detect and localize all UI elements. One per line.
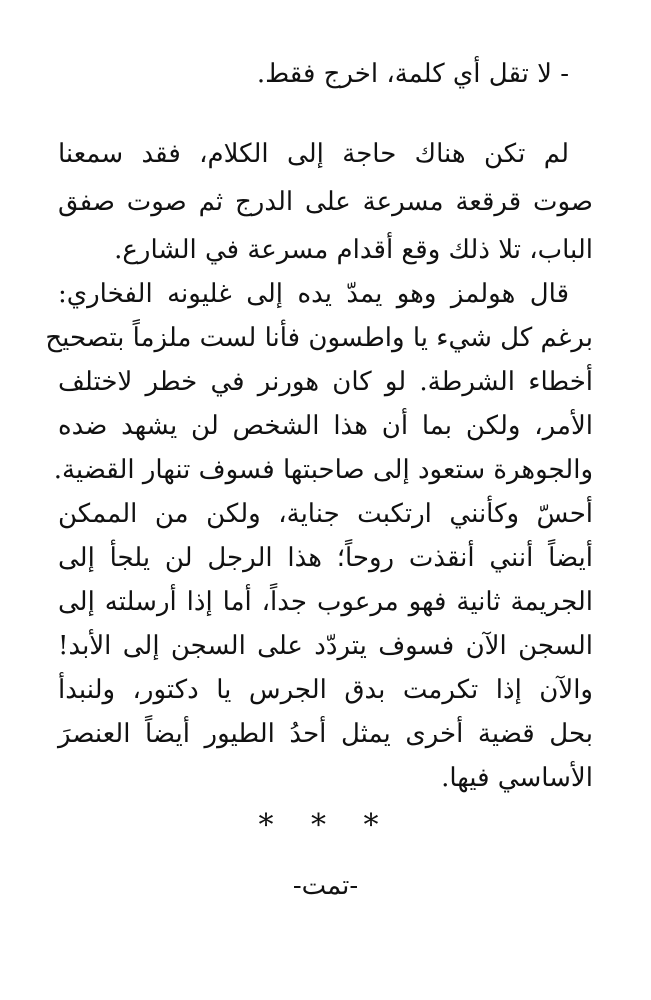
paragraph-2-line-2: صوت قرقعة مسرعة على الدرج ثم صوت صفق	[58, 187, 593, 217]
paragraph-3-line-2: برغم كل شيء يا واطسون فأنا لست ملزماً بتصحيح	[45, 323, 593, 353]
section-separator: * * *	[258, 808, 393, 843]
paragraph-3-line-5: والجوهرة ستعود إلى صاحبتها فسوف تنهار القضية.	[53, 455, 593, 485]
paragraph-2-line-1: لم تكن هناك حاجة إلى الكلام، فقد سمعنا	[58, 139, 569, 169]
paragraph-3-line-7: أيضاً أنني أنقذت روحاً؛ هذا الرجل لن يلجأ إلى	[58, 543, 593, 573]
paragraph-3-line-3: أخطاء الشرطة. لو كان هورنر في خطر لاختلف	[58, 367, 593, 397]
paragraph-3-line-12: الأساسي فيها.	[441, 763, 593, 793]
paragraph-1-line-1: - لا تقل أي كلمة، اخرج فقط.	[256, 59, 569, 89]
paragraph-3-line-11: بحل قضية أخرى يمثل أحدُ الطيور أيضاً العنصرَ	[58, 719, 593, 749]
paragraph-3-line-6: أحسّ وكأنني ارتكبت جناية، ولكن من الممكن	[58, 499, 593, 529]
paragraph-3-line-10: والآن إذا تكرمت بدق الجرس يا دكتور، ولنبدأ	[58, 675, 593, 705]
paragraph-3-line-9: السجن الآن فسوف يتردّد على السجن إلى الأبد!	[58, 631, 593, 661]
ending-mark: -تمت-	[292, 871, 359, 901]
paragraph-2-line-3: الباب، تلا ذلك وقع أقدام مسرعة في الشارع.	[114, 235, 593, 265]
paragraph-3-line-1: قال هولمز وهو يمدّ يده إلى غليونه الفخاري:	[58, 279, 569, 309]
paragraph-3-line-4: الأمر، ولكن بما أن هذا الشخص لن يشهد ضده	[58, 411, 593, 441]
paragraph-3-line-8: الجريمة ثانية فهو مرعوب جداً، أما إذا أرسلته إلى	[58, 587, 593, 617]
